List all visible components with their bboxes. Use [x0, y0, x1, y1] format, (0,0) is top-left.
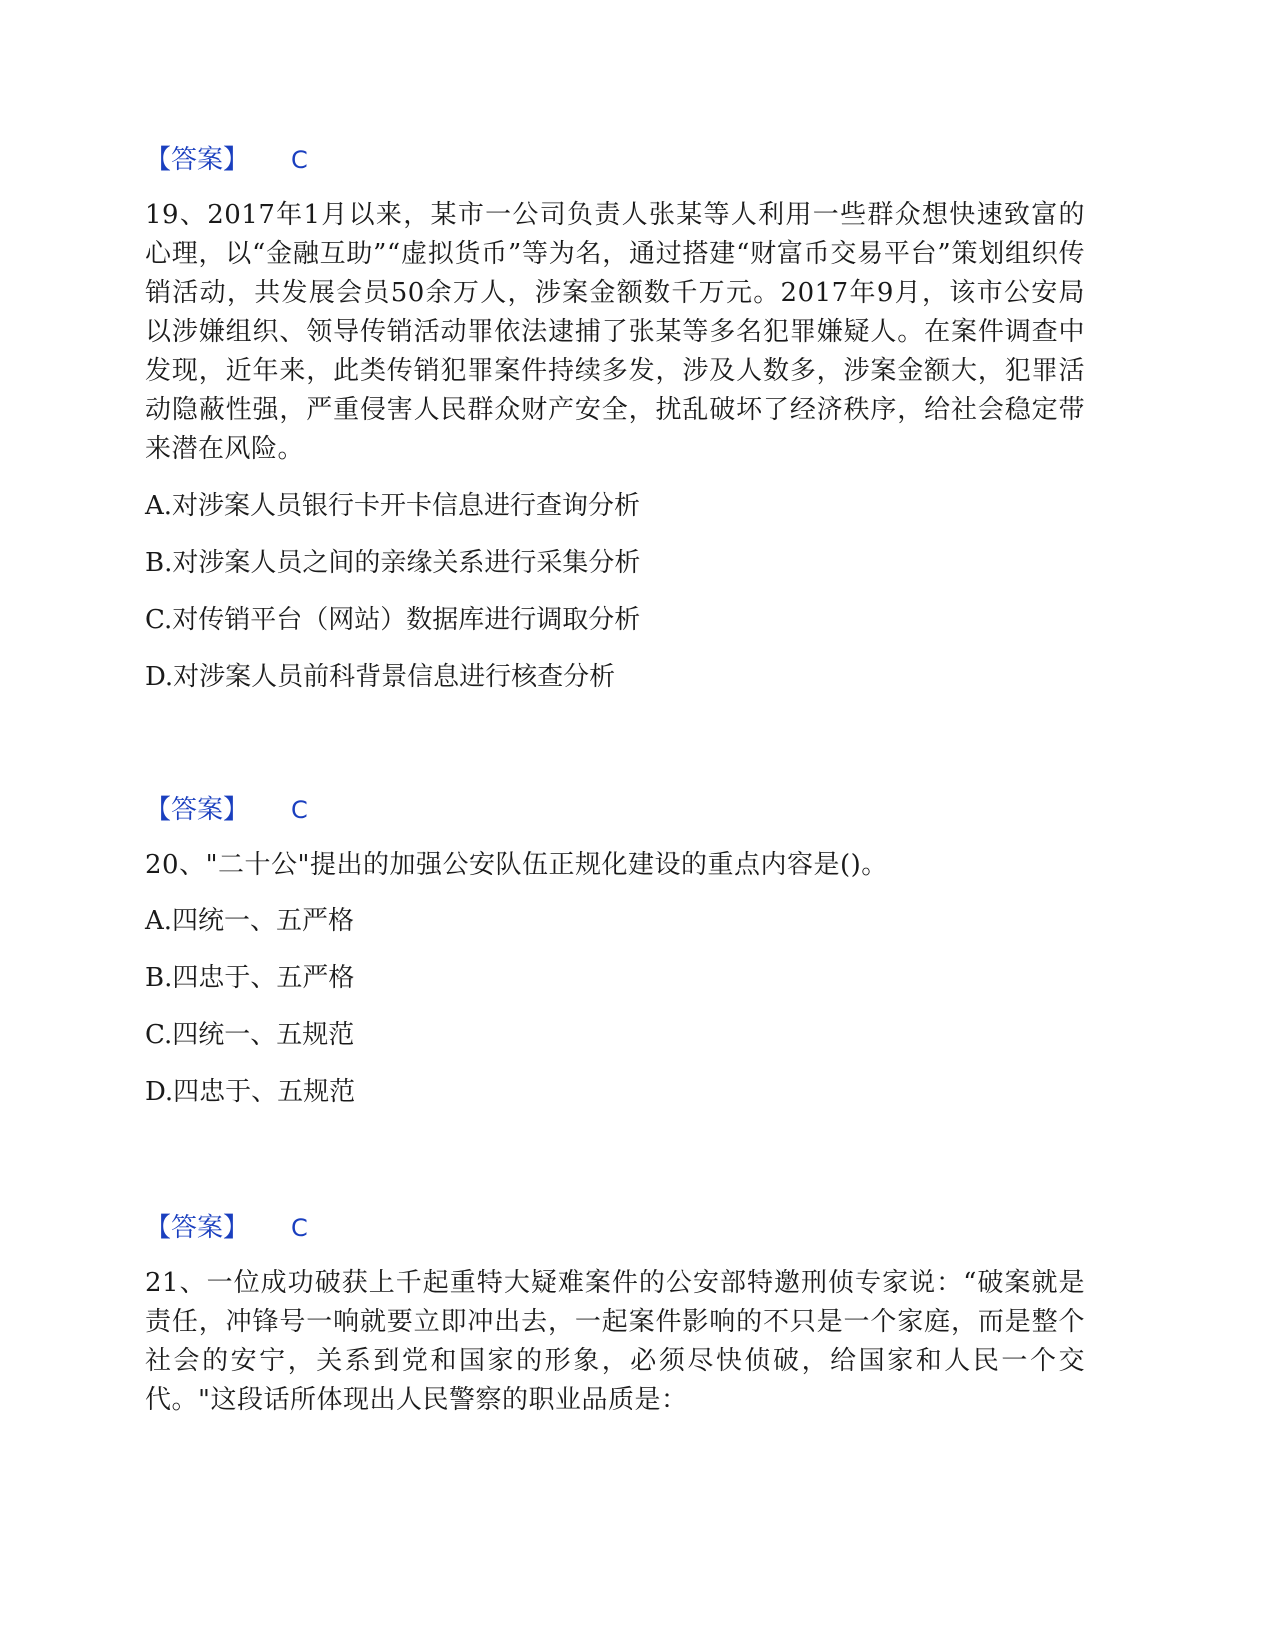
answer-line — [145, 1210, 308, 1246]
option-b: B.对涉案人员之间的亲缘关系进行采集分析 — [145, 548, 641, 578]
answer-line — [145, 792, 308, 828]
question-21-text: 21、一位成功破获上千起重特大疑难案件的公安部特邀刑侦专家说：“破案就是责任，冲锋号一响就要立即冲出去，一起案件影响的不只是一个家庭，而是整个社会的安宁，关系到党和国家的形象，必须尽快侦破，给国家和人民一个交代。"这段话所体现出人民警察的职业品质是： — [145, 1268, 1085, 1415]
option-d: D.对涉案人员前科背景信息进行核查分析 — [145, 662, 616, 692]
question-19-text: 19、2017年1月以来，某市一公司负责人张某等人利用一些群众想快速致富的心理，以“金融互助”“虚拟货币”等为名，通过搭建“财富币交易平台”策划组织传销活动，共发展会员50余万人，涉案金额数千万元。2017年9月，该市公安局以涉嫌组织、领导传销活动罪依法逮捕了张某等多名犯罪嫌疑人。在案件调查中发现，近年来，此类传销犯罪案件持续多发，涉及人数多，涉案金额大，犯罪活动隐蔽性强，严重侵害人民群众财产安全，扰乱破坏了经济秩序，给社会稳定带来潜在风险。 — [145, 200, 1085, 464]
question-19-options — [145, 488, 1085, 716]
question-20-text: 20、"二十公"提出的加强公安队伍正规化建设的重点内容是()。 — [145, 850, 888, 880]
answer-value: C — [291, 796, 308, 824]
answer-label: 【答案】 — [145, 145, 250, 175]
option-c: C.四统一、五规范 — [145, 1020, 355, 1050]
option-a: A.对涉案人员银行卡开卡信息进行查询分析 — [145, 491, 641, 521]
option-b: B.四忠于、五严格 — [145, 963, 355, 993]
answer-value: C — [291, 146, 308, 174]
option-d: D.四忠于、五规范 — [145, 1077, 356, 1107]
option-a: A.四统一、五严格 — [145, 906, 355, 936]
question-20-options — [145, 903, 1085, 1131]
answer-value: C — [291, 1214, 308, 1242]
option-c: C.对传销平台（网站）数据库进行调取分析 — [145, 605, 641, 635]
answer-line — [145, 142, 308, 178]
answer-label: 【答案】 — [145, 795, 250, 825]
answer-label: 【答案】 — [145, 1213, 250, 1243]
